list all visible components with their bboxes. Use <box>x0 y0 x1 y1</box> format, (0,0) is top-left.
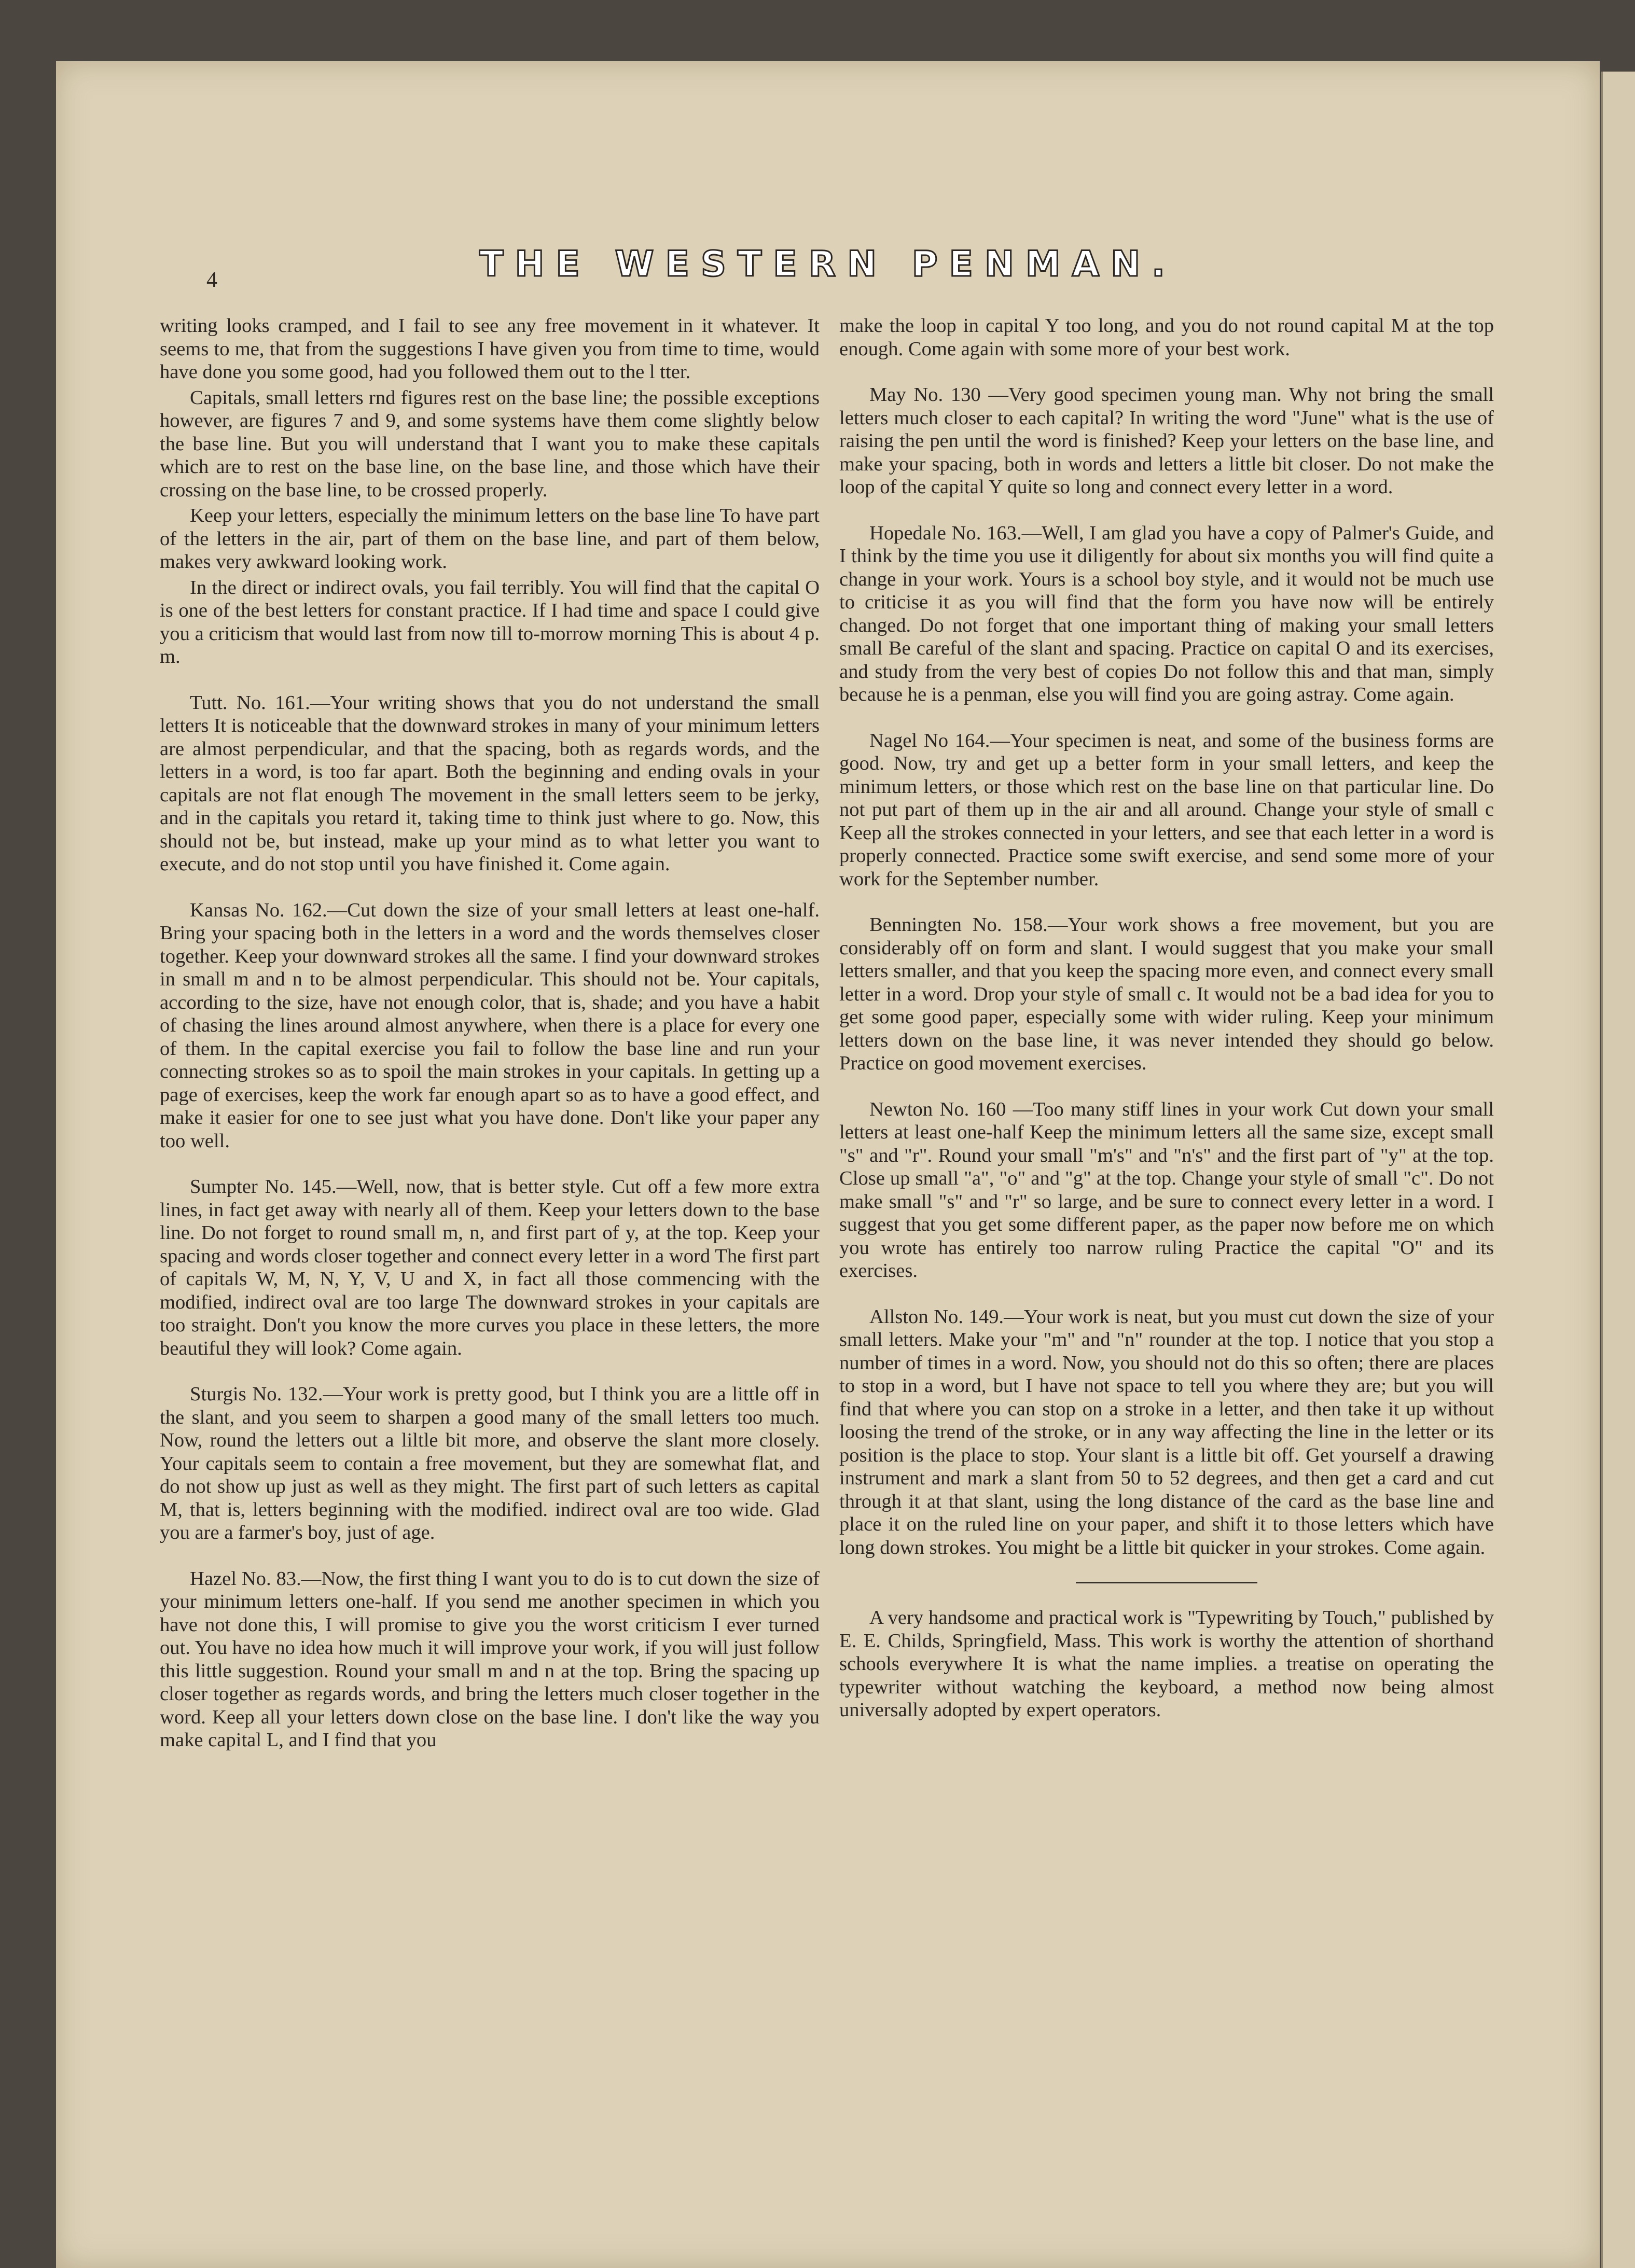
criticism-nagel: Nagel No 164.—Your specimen is neat, and some of the business forms are good. Now, try and get up a better form in your small letters, and keep the minimum letters, or those which rest on the base line on that particular line. Do not put part of them up in the air and all around. Change your style of small c Keep all the strokes connected in your letters, and see that each letter in a word is properly connected. Practice some swift exercise, and send some more of your work for the September number. <box>839 729 1494 890</box>
criticism-may: May No. 130 —Very good specimen young man. Why not bring the small letters much closer to each capital? In writing the word "June" what is the use of raising the pen until the word is finished? Keep your letters on the base line, and make your spacing, both in words and letters a little bit closer. Do not make the loop of the capital Y quite so long and connect every letter in a word. <box>839 384 1494 498</box>
left-column <box>160 314 820 2181</box>
section-divider <box>1076 1582 1257 1583</box>
criticism-hazel: Hazel No. 83.—Now, the first thing I want you to do is to cut down the size of your minimum letters one-half. If you send me another specimen in which you have not done this, I will promise to give you the worst criticism I ever turned out. You have no idea how much it will improve your work, if you will just follow this little suggestion. Round your small m and n at the top. Bring the spacing up closer together as regards words, and bring the letters much closer together in the word. Keep all your letters down close on the base line. I don't like the way you make capital L, and I find that you <box>160 1567 820 1751</box>
paragraph: make the loop in capital Y too long, and you do not round capital M at the top enough. Come again with some more of your best work. <box>839 315 1494 360</box>
page-number: 4 <box>206 268 217 292</box>
criticism-sumpter: Sumpter No. 145.—Well, now, that is better style. Cut off a few more extra lines, in fact get away with nearly all of them. Keep your letters down to the base line. Do not forget to round small m, n, and first part of y, at the top. Keep your spacing and words closer together and connect every letter in a word The first part of capitals W, M, N, Y, V, U and X, in fact all those commencing with the modified, indirect oval are too large The downward strokes in your capitals are too straight. Don't you know the more curves you place in these letters, the more beautiful they will look? Come again. <box>160 1176 820 1359</box>
criticism-sturgis: Sturgis No. 132.—Your work is pretty good, but I think you are a little off in the slant, and you seem to sharpen a good many of the small letters too much. Now, round the letters out a liltle bit more, and observe the slant more closely. Your capitals seem to contain a free movement, but they are somewhat flat, and do not show up just as well as they might. The first part of such letters as capital M, that is, letters beginning with the modified. indirect oval are too wide. Glad you are a farmer's boy, just of age. <box>160 1383 820 1543</box>
criticism-tutt: Tutt. No. 161.—Your writing shows that you do not understand the small letters It is noticeable that the downward strokes in many of your minimum letters are almost perpendicular, and that the spacing, both as regards words, and the letters in a word, is too far apart. Both the beginning and ending ovals in your capitals are not flat enough The movement in the small letters seem to be jerky, and in the capitals you retard it, taking time to think just where to go. Now, this should not be, but instead, make up your mind as to what letter you want to execute, and do not stop until you have finished it. Come again. <box>160 691 820 875</box>
book-notice: A very handsome and practical work is "Typewriting by Touch," published by E. E. Childs, Springfield, Mass. This work is worthy the attention of shorthand schools everywhere It is what the name implies. a treatise on operating the typewriter without watching the keyboard, a method now being almost universally adopted by expert operators. <box>839 1607 1494 1721</box>
criticism-newton: Newton No. 160 —Too many stiff lines in your work Cut down your small letters at least one-half Keep the minimum letters all the same size, except small "s" and "r". Round your small "m's" and "n's" and the first part of "y" at the top. Close up small "a", "o" and "g" at the top. Change your style of small "c". Do not make small "s" and "r" so large, and be sure to connect every letter in a word. I suggest that you get some different paper, as the paper now before me on which you wrote has entirely too narrow ruling Practice the capital "O" and its exercises. <box>839 1098 1494 1282</box>
criticism-kansas: Kansas No. 162.—Cut down the size of your small letters at least one-half. Bring your spacing both in the letters in a word and the words themselves closer together. Keep your downward strokes all the same. I find your downward strokes in small m and n to be almost perpendicular. This should not be. Your capitals, according to the size, have not enough color, that is, shade; and you have a habit of chasing the lines around almost anywhere, when there is a place for every one of them. In the capital exercise you fail to follow the base line and run your connecting strokes so as to spoil the main strokes in your capitals. In getting up a page of exercises, keep the work far enough apart so as to have a good effect, and make it easier for one to see just what you have done. Don't like your paper any too well. <box>160 899 820 1152</box>
paragraph: In the direct or indirect ovals, you fail terribly. You will find that the capital O is one of the best letters for constant practice. If I had time and space I could give you a criticism that would last from now till to-morrow morning This is about 4 p. m. <box>160 576 820 667</box>
criticism-hopedale: Hopedale No. 163.—Well, I am glad you have a copy of Palmer's Guide, and I think by the time you use it diligently for about six months you will find quite a change in your work. Yours is a school boy style, and it would not be much use to criticise it as you will find that the form you have now will be entirely changed. Do not forget that one important thing of making your small letters small Be careful of the slant and spacing. Practice on capital O and its exercises, and study from the very best of copies Do not follow this and that man, simply because he is a penman, else you will find you are going astray. Come again. <box>839 522 1494 705</box>
adjacent-page-edge <box>1601 72 1635 2268</box>
paragraph: writing looks cramped, and I fail to see any free movement in it whatever. It seems to me, that from the suggestions I have given you from time to time, would have done you some good, had you followed them out to the l tter. <box>160 315 820 383</box>
masthead-title: THE WESTERN PENMAN. <box>479 244 1176 285</box>
magazine-page <box>56 61 1600 2268</box>
right-column <box>839 314 1494 2181</box>
criticism-allston: Allston No. 149.—Your work is neat, but you must cut down the size of your small letters. Make your "m" and "n" rounder at the top. I notice that you stop a number of times in a word. Now, you should not do this so often; there are places to stop in a word, but I have not space to tell you where they are; but you will find that where you can stop on a stroke in a letter, and then take it up without loosing the trend of the stroke, or in any way affecting the line in the letter or its position is the place to stop. Your slant is a little bit off. Get yourself a drawing instrument and mark a slant from 50 to 52 degrees, and then get a card and cut through it at that slant, using the long distance of the card as the base line and place it on the ruled line on your paper, and shift it to those letters which have long down strokes. You might be a little bit quicker in your strokes. Come again. <box>839 1305 1494 1559</box>
paragraph: Capitals, small letters rnd figures rest on the base line; the possible exceptions however, are figures 7 and 9, and some systems have them come slightly below the base line. But you will understand that I want you to make these capitals which are to rest on the base line, on the base line, and those which have their crossing on the base line, to be crossed properly. <box>160 386 820 501</box>
criticism-benningten: Benningten No. 158.—Your work shows a free movement, but you are considerably off on form and slant. I would suggest that you make your small letters smaller, and that you keep the spacing more even, and connect every small letter in a word. Drop your style of small c. It would not be a bad idea for you to get some good paper, especially some with wider ruling. Keep your minimum letters down on the base line, it was never intended they should go below. Practice on good movement exercises. <box>839 914 1494 1074</box>
paragraph: Keep your letters, especially the minimum letters on the base line To have part of the letters in the air, part of them on the base line, and part of them below, makes very awkward looking work. <box>160 505 820 573</box>
